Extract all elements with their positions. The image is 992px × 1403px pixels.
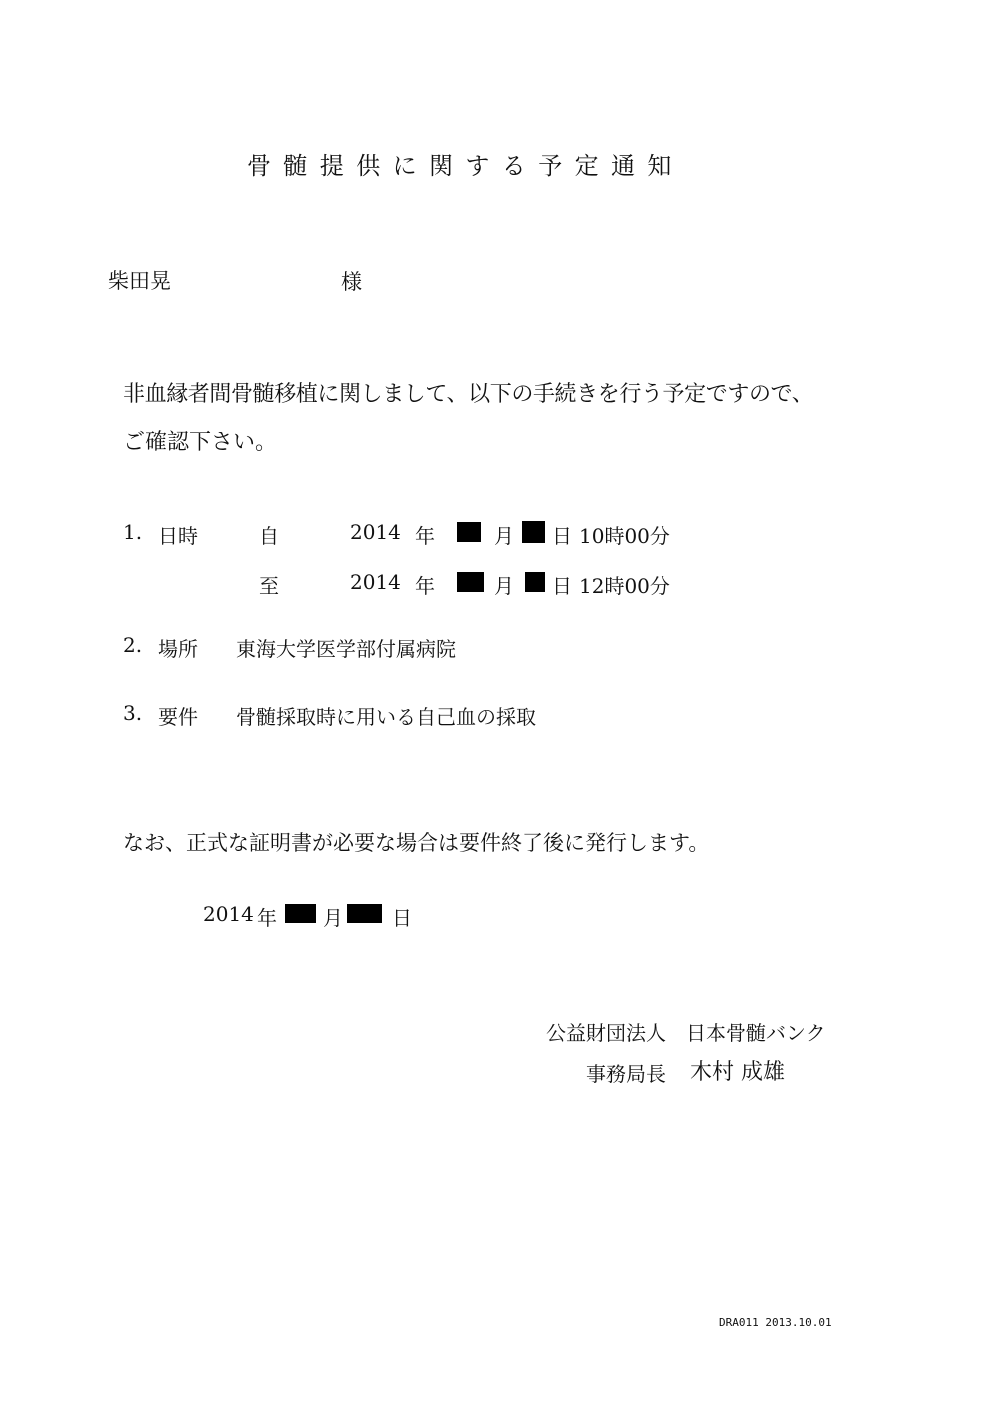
from-time: 10時00分 [579, 524, 670, 548]
redaction-bar [525, 572, 545, 592]
signatory-name: 木村 成雄 [690, 1060, 785, 1085]
redaction-bar [285, 904, 316, 923]
from-day-unit: 日 [552, 524, 572, 548]
issue-year: 2014 [203, 902, 254, 926]
item-number: 1. [123, 520, 143, 544]
to-time: 12時00分 [579, 574, 670, 598]
intro-text-line-2: ご確認下さい。 [123, 430, 278, 455]
to-day-unit: 日 [552, 574, 572, 598]
redaction-bar [347, 904, 382, 923]
redaction-bar [522, 521, 545, 543]
issue-year-unit: 年 [257, 906, 277, 930]
issue-day-unit: 日 [392, 906, 412, 930]
issue-month-unit: 月 [323, 906, 343, 930]
organization-name: 公益財団法人 日本骨髄バンク [546, 1021, 826, 1045]
to-month-unit: 月 [494, 574, 514, 598]
from-year: 2014 [350, 520, 401, 544]
recipient-honorific: 様 [341, 270, 362, 294]
item-label: 場所 [158, 637, 198, 661]
item-label: 要件 [158, 705, 198, 729]
redaction-bar [457, 572, 484, 592]
to-year: 2014 [350, 570, 401, 594]
item-number: 3. [123, 701, 143, 725]
intro-text-line-1: 非血縁者間骨髄移植に関しまして、以下の手続きを行う予定ですので、 [123, 382, 814, 407]
from-month-unit: 月 [494, 524, 514, 548]
note-text: なお、正式な証明書が必要な場合は要件終了後に発行します。 [123, 831, 710, 855]
document-title: 骨髄提供に関する予定通知 [247, 152, 684, 180]
item-value: 骨髄採取時に用いる自己血の採取 [236, 705, 536, 729]
recipient-name: 柴田晃 [108, 269, 171, 293]
redaction-bar [457, 522, 481, 542]
item-number: 2. [123, 633, 143, 657]
item-value: 東海大学医学部付属病院 [236, 637, 456, 661]
to-year-unit: 年 [415, 574, 435, 598]
form-code: DRA011 2013.10.01 [719, 1316, 832, 1329]
position-title: 事務局長 [586, 1062, 666, 1086]
from-year-unit: 年 [415, 524, 435, 548]
from-label: 自 [259, 524, 279, 548]
to-label: 至 [259, 574, 279, 598]
item-label: 日時 [158, 524, 198, 548]
